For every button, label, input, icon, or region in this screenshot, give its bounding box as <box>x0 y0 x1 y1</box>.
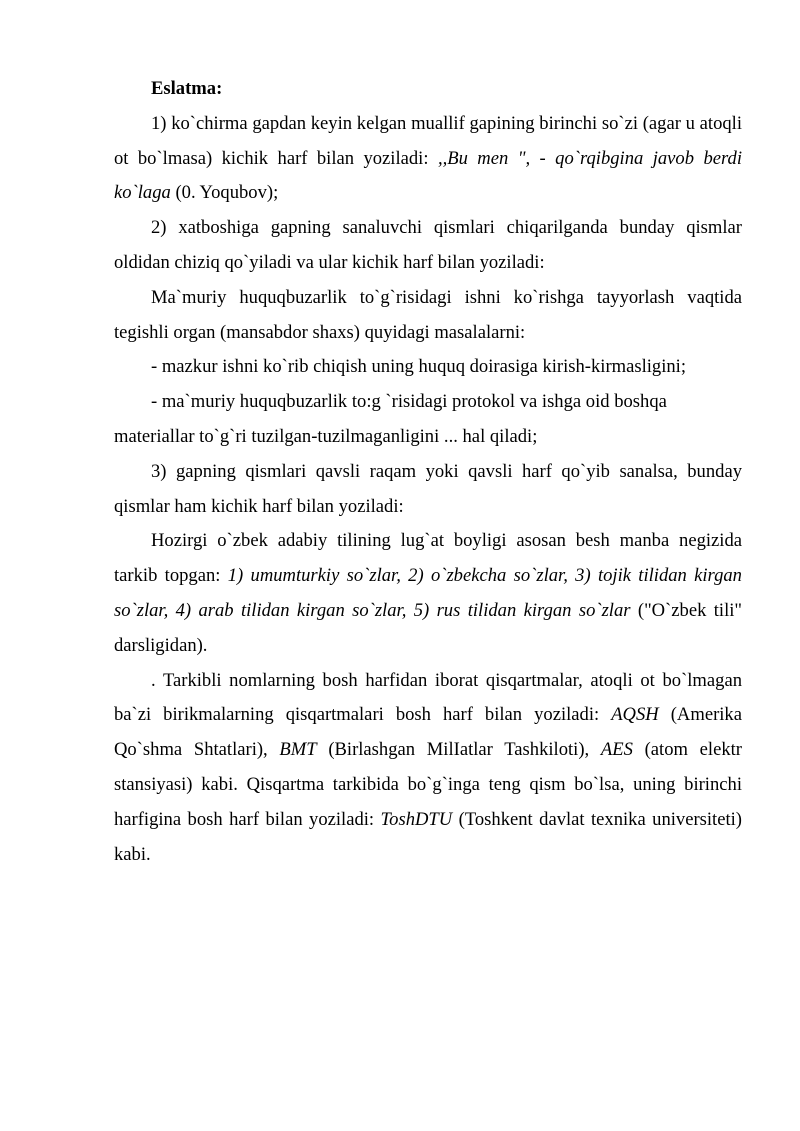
paragraph-example-item-2-continued: materiallar to`g`ri tuzilgan-tuzilmaganligini ... hal qiladi; <box>114 425 538 447</box>
abbreviation-aqsh-expansion: (Amerika Qo`shma Shtatlari), <box>114 704 742 761</box>
abbreviation-aqsh: AQSH <box>611 704 659 726</box>
vocabulary-lead: Hozirgi o`zbek adabiy tilining lug`at boyligi asosan besh manba negizida tarkib topgan: <box>114 530 742 587</box>
abbreviation-aes-expansion: (atom elektr stansiyasi) kabi. Qisqartma tarkibida bo`g`inga teng qism bo`lsa, uning birinchi harfigina bosh harf bilan yoziladi: <box>114 739 742 830</box>
rule-1-example-quote: ,,Bu men ", - qo`rqibgina javob berdi ko`laga <box>114 147 742 204</box>
document-page <box>114 72 742 872</box>
paragraph-rule-1 <box>114 107 742 211</box>
paragraph-abbreviations <box>114 664 742 873</box>
paragraph-vocabulary-example <box>114 524 742 663</box>
abbreviation-aes: AES <box>600 739 633 761</box>
abbreviation-bmt: BMT <box>279 739 317 761</box>
paragraph-rule-2: 2) xatboshiga gapning sanaluvchi qismlari chiqarilganda bunday qismlar oldidan chiziq qo`yiladi va ular kichik harf bilan yoziladi: <box>114 217 742 273</box>
vocabulary-citation: ("O`zbek tili" darsligidan). <box>114 599 743 656</box>
note-heading: Eslatma: <box>151 78 223 99</box>
paragraph-example-item-2: - ma`muriy huquqbuzarlik to:g `risidagi protokol va ishga oid boshqa <box>151 391 667 413</box>
abbreviation-toshdtu: ToshDTU <box>380 808 453 830</box>
rule-1-text: 1) ko`chirma gapdan keyin kelgan muallif gapining birinchi so`zi (agar u atoqli ot bo`lmasa) kichik harf bilan yoziladi: <box>114 112 742 169</box>
abbreviations-lead: . Tarkibli nomlarning bosh harfidan iborat qisqartmalar, atoqli ot bo`lmagan ba`zi birikmalarning qisqartmalari bosh harf bilan yoziladi: <box>114 669 742 726</box>
abbreviation-bmt-expansion: (Birlashgan MilIatlar Tashkiloti), <box>316 739 601 761</box>
paragraph-example-intro: Ma`muriy huquqbuzarlik to`g`risidagi ishni ko`rishga tayyorlash vaqtida tegishli organ (mansabdor shaxs) quyidagi masalalarni: <box>114 286 742 343</box>
paragraph-rule-3: 3) gapning qismlari qavsli raqam yoki qavsli harf qo`yib sanalsa, bunday qismlar ham kichik harf bilan yoziladi: <box>114 460 742 517</box>
vocabulary-source-list: 1) umumturkiy so`zlar, 2) o`zbekcha so`zlar, 3) tojik tilidan kirgan so`zlar, 4) arab tilidan kirgan so`zlar, 5) rus tilidan kirgan so`zlar <box>114 565 742 621</box>
rule-1-source: (0. Yoqubov); <box>170 182 279 204</box>
paragraph-example-item-1: - mazkur ishni ko`rib chiqish uning huquq doirasiga kirish-kirmasligini; <box>151 356 687 378</box>
abbreviation-toshdtu-expansion: (Toshkent davlat texnika universiteti) kabi. <box>114 808 742 865</box>
